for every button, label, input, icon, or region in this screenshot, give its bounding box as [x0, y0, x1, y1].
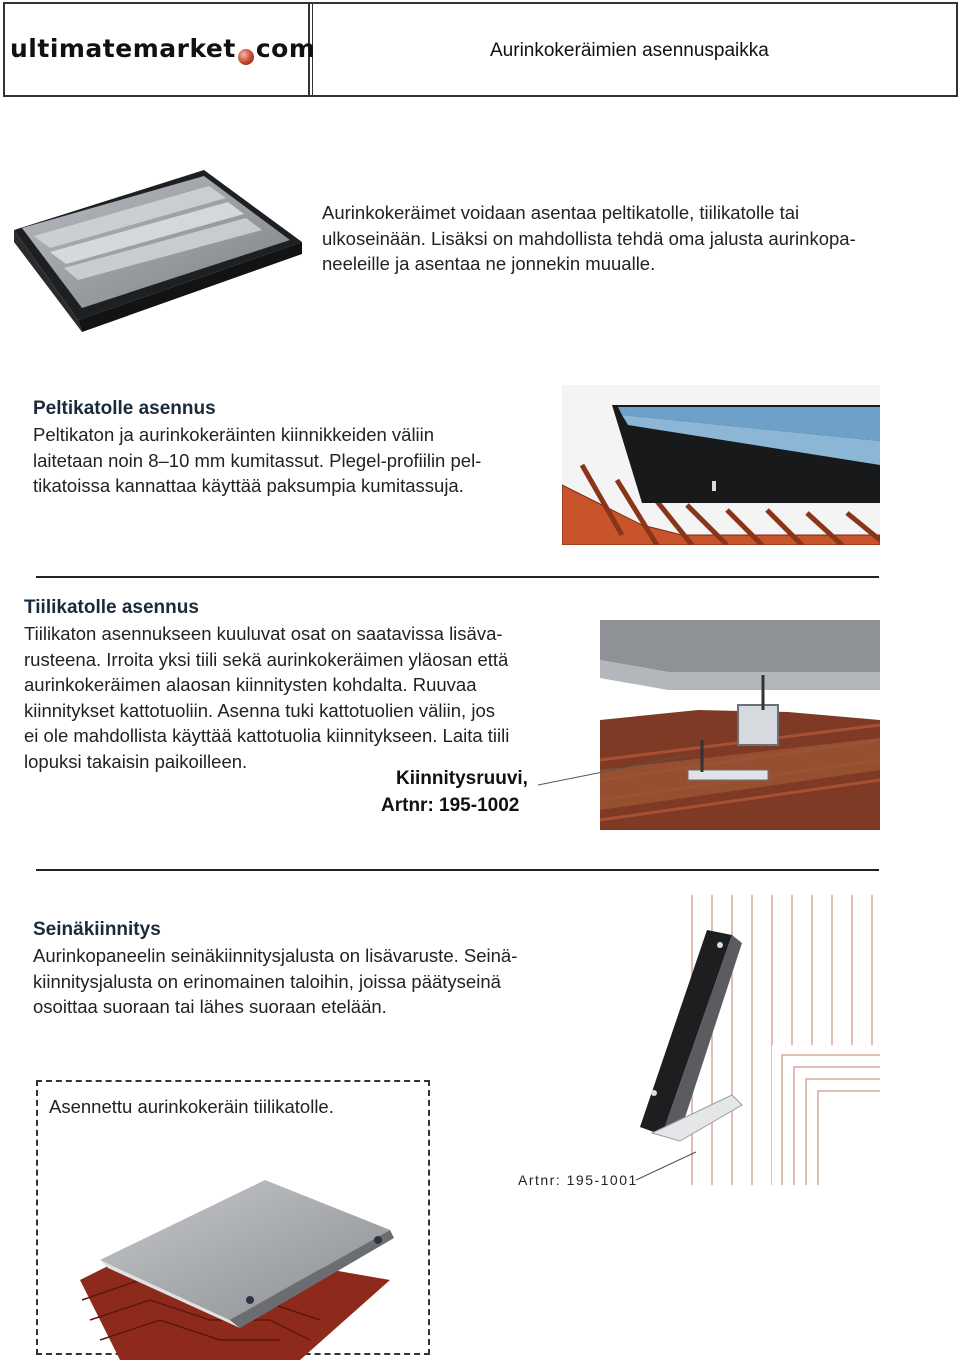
tile-roof-line: rusteena. Irroita yksi tiili sekä aurinkokeräimen yläosan että: [24, 648, 509, 670]
tile-roof-line: kiinnitykset kattotuoliin. Asenna tuki kattotuolien väliin, jos: [24, 699, 495, 721]
installed-collector-image: [60, 1150, 460, 1360]
tile-roof-line: ei ole mahdollista käyttää kattotuolia kiinnitykseen. Laita tiili: [24, 725, 510, 746]
logo-dot-icon: [238, 49, 254, 65]
tile-roof-line: aurinkokeräimen alaosan kiinnitysten kohdalta. Ruuvaa: [24, 674, 477, 695]
logo-text-right: com: [255, 34, 316, 63]
solar-collector-image: [4, 150, 314, 350]
wall-artnr-label: Artnr: 195-1001: [518, 1172, 638, 1188]
metal-roof-image: [562, 385, 880, 545]
wall-line: Aurinkopaneelin seinäkiinnitysjalusta on lisävaruste. Seinä-: [33, 945, 518, 966]
screw-label: Kiinnitysruuvi,: [396, 768, 528, 789]
page-title: Aurinkokeräimien asennuspaikka: [490, 40, 769, 61]
intro-line: ulkoseinään. Lisäksi on mahdollista tehdä oma jalusta aurinkopa-: [322, 227, 856, 249]
tile-roof-line: Tiilikaton asennukseen kuuluvat osat on saatavissa lisäva-: [24, 623, 503, 644]
tile-roof-text: [24, 621, 584, 774]
installed-caption: Asennettu aurinkokeräin tiilikatolle.: [49, 1096, 334, 1117]
wall-text: [33, 943, 573, 1020]
intro-line: neeleille ja asentaa ne jonnekin muualle.: [322, 253, 656, 274]
metal-roof-line: laitetaan noin 8–10 mm kumitassut. Plegel-profiilin pel-: [33, 449, 482, 471]
metal-roof-heading: Peltikatolle asennus: [33, 398, 216, 419]
wall-mount-image: [582, 895, 880, 1185]
section-divider: [36, 869, 879, 871]
tile-artnr-label: Artnr: 195-1002: [381, 795, 520, 816]
logo: [10, 34, 315, 65]
intro-line: Aurinkokeräimet voidaan asentaa peltikatolle, tiilikatolle tai: [322, 202, 800, 223]
wall-line: kiinnitysjalusta on erinomainen taloihin, joissa päätyseinä: [33, 970, 501, 992]
artnr-pointer-line: [636, 1150, 696, 1190]
tile-mount-image: [538, 620, 880, 830]
wall-line: osoittaa suoraan tai lähes suoraan etelään.: [33, 996, 387, 1017]
metal-roof-text: [33, 422, 563, 499]
metal-roof-line: tikatoissa kannattaa käyttää paksumpia kumitassuja.: [33, 475, 464, 496]
wall-heading: Seinäkiinnitys: [33, 919, 161, 940]
section-divider: [36, 576, 879, 578]
logo-text-left: ultimatemarket: [10, 34, 236, 63]
metal-roof-line: Peltikaton ja aurinkokeräinten kiinnikkeiden väliin: [33, 424, 435, 445]
tile-roof-line: lopuksi takaisin paikoilleen.: [24, 750, 248, 772]
tile-roof-heading: Tiilikatolle asennus: [24, 597, 199, 618]
intro-text: [322, 200, 942, 277]
